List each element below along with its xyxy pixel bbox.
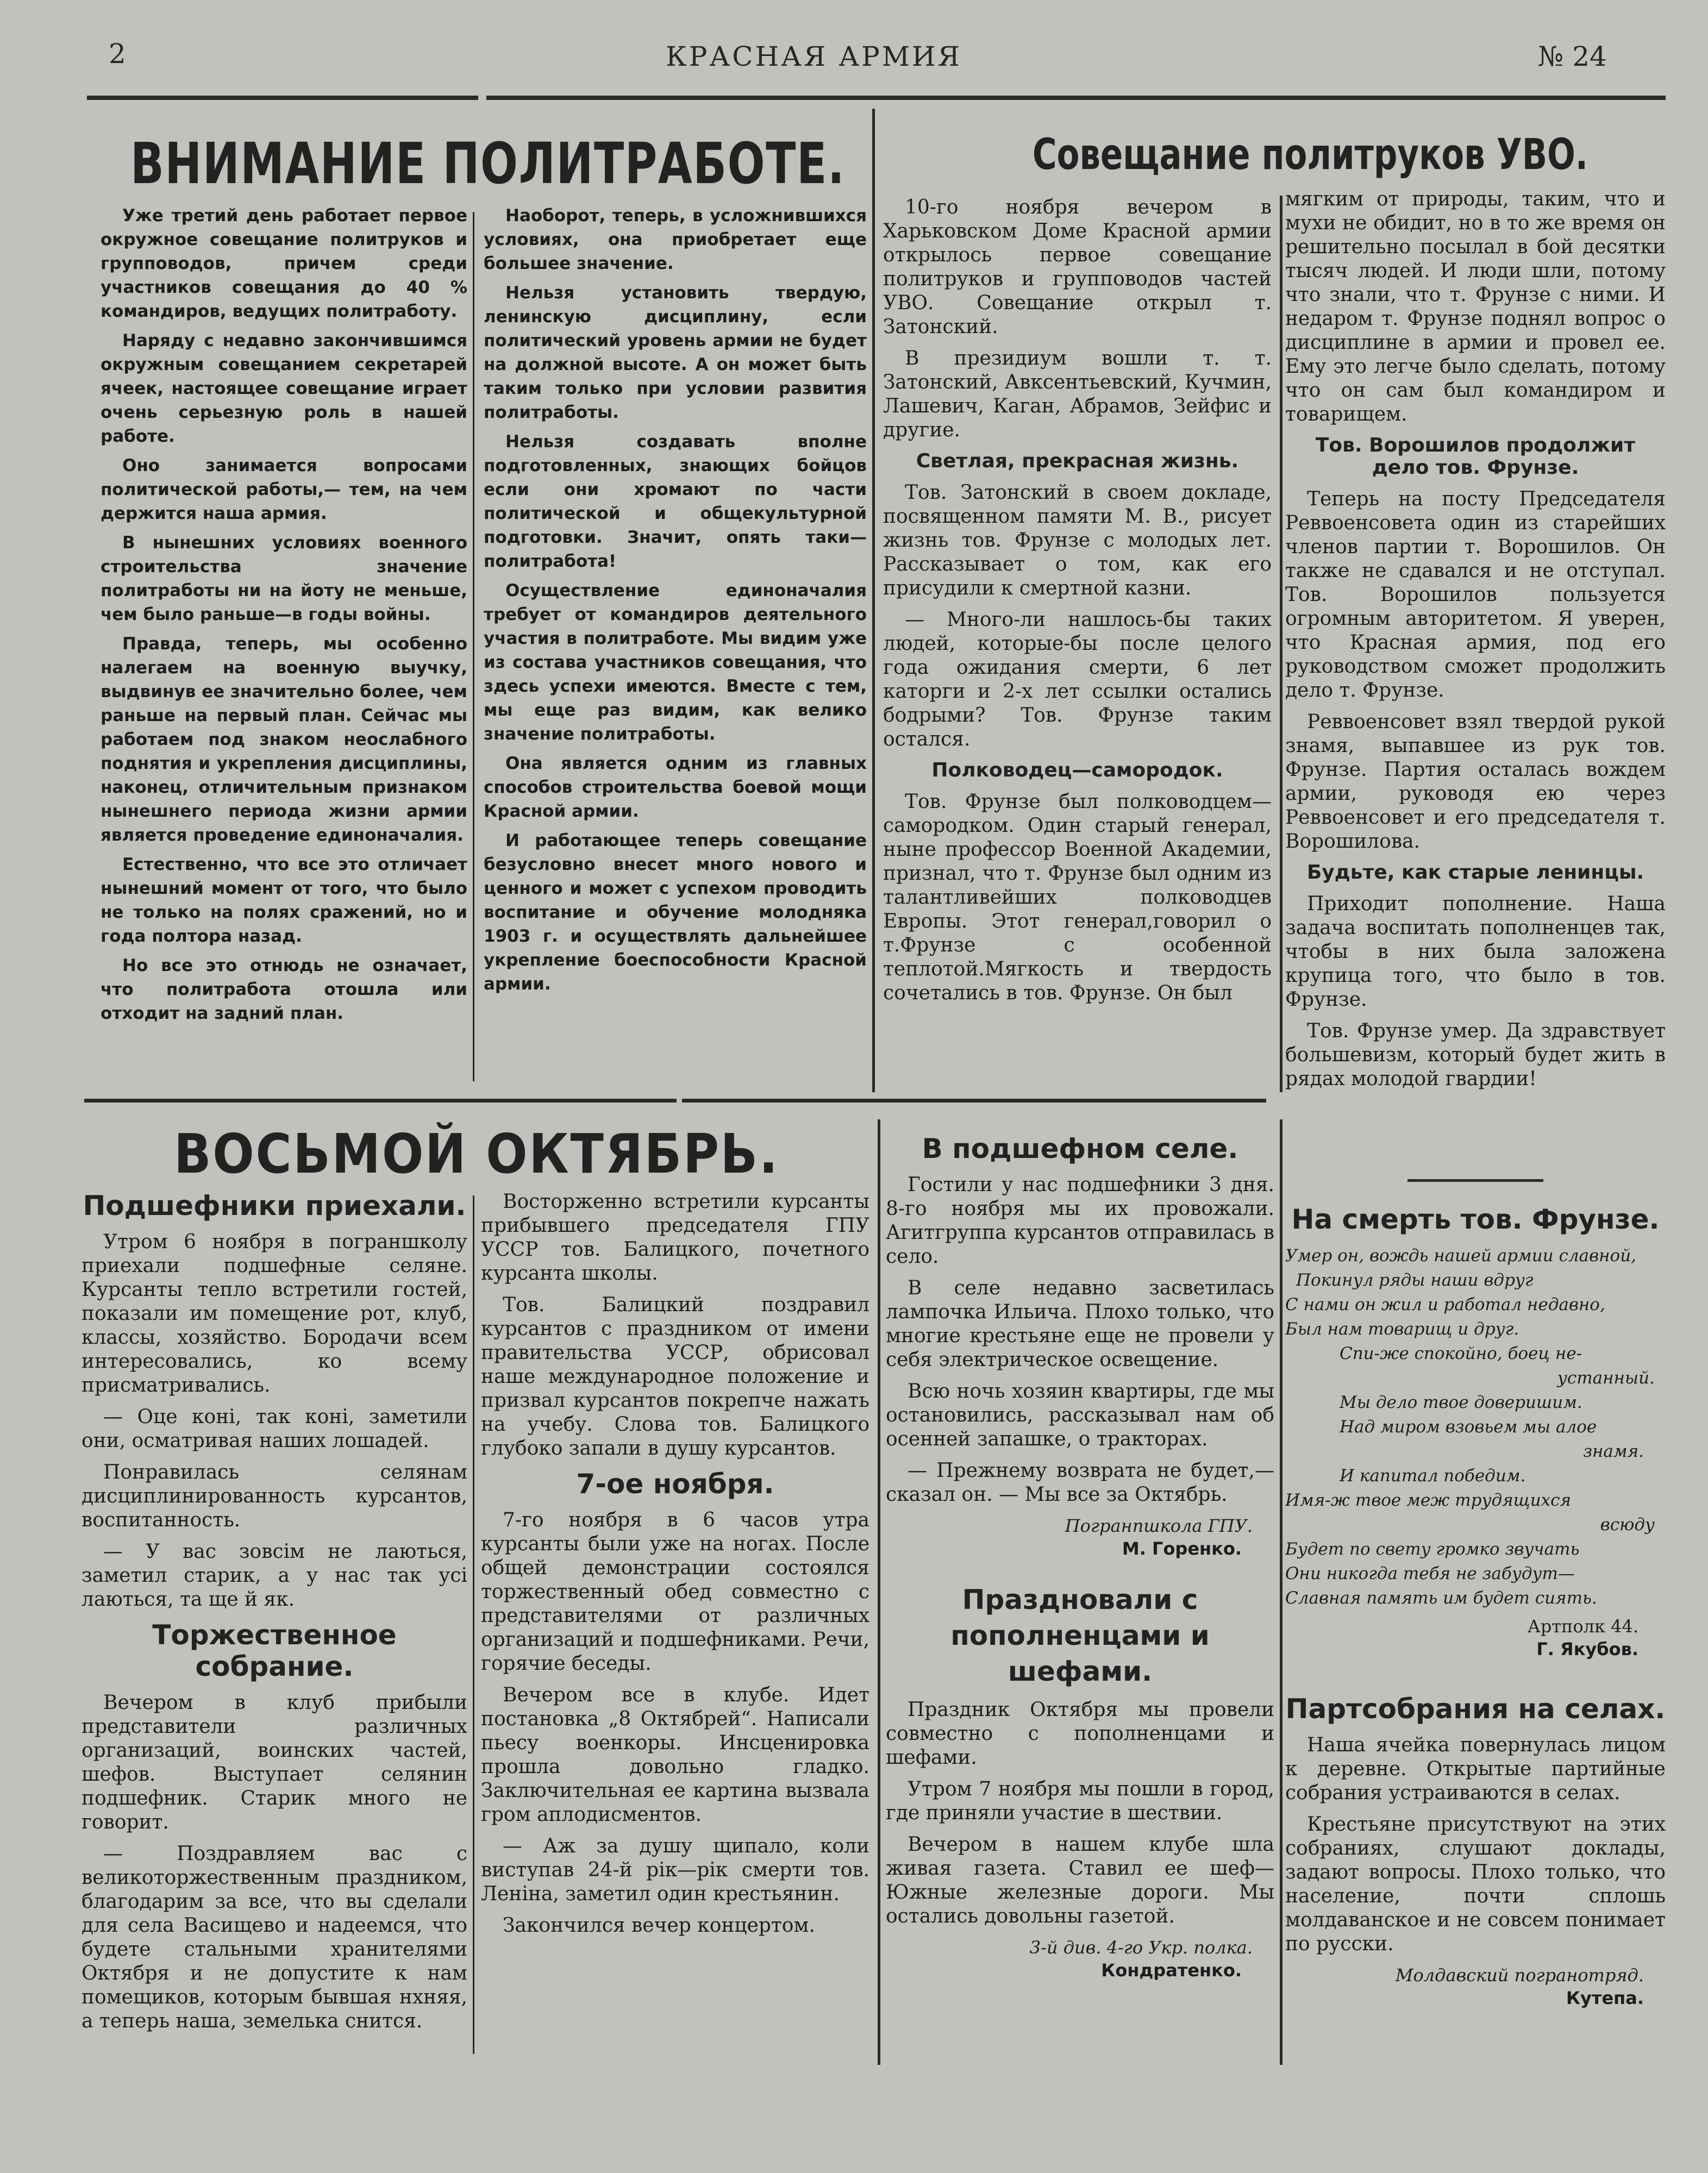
paragraph: Вечером все в клубе. Идет постановка „8 Октябрей“. Написали пьесу военкоры. Инсценировка прошла довольно гладко. Заключительная ее картина вызвала гром аплодисментов. (481, 1684, 869, 1826)
paragraph: Восторженно встретили курсанты прибывшего председателя ГПУ УССР тов. Балицкого, почетного курсанта школы. (481, 1191, 869, 1285)
page-number: 2 (109, 38, 128, 70)
paragraph: 10-го ноября вечером в Харьковском Доме Красной армии открылось первое совещание политруков и групповодов частей УВО. Совещание открыл т. Затонский. (883, 196, 1272, 338)
signature-organization: Погранпшкола ГПУ. (1065, 1516, 1253, 1536)
poem-line: Славная память им будет сиять. (1285, 1588, 1597, 1608)
paragraph: Правда, теперь, мы особенно налегаем на военную выучку, выдвинув ее значительно более, чем раньше на первый план. Сейчас мы работаем под знаком неослабного поднятия и укрепления дисциплины, наконец, отличительным признаком нынешнего периода жизни армии является проведение единоначалия. (101, 634, 467, 845)
issue-number: № 24 (1538, 41, 1607, 72)
village-column (886, 1133, 1274, 2070)
headline-politwork: ВНИМАНИЕ ПОЛИТРАБОТЕ. (130, 130, 846, 197)
ornament-divider (1407, 1179, 1543, 1182)
paragraph: Нельзя создавать вполне подготовленных, знающих бойцов если они хромают по части политической и общекультурной подготовки. Значит, опять таки—политработа! (484, 432, 867, 571)
paragraph: В селе недавно засветилась лампочка Ильича. Плохо только, что многие крестьяне еще не провели у себя электрическое освещение. (886, 1277, 1274, 1371)
paragraph: Всю ночь хозяин квартиры, где мы остановились, рассказывал нам об осенней запашке, о тракторах. (886, 1380, 1274, 1450)
october-column-2 (481, 1190, 869, 2070)
subheading: Торжественное собрание. (152, 1619, 397, 1682)
column-divider (878, 1119, 880, 2065)
poem-line: Мы дело твое доверишим. (1340, 1393, 1582, 1412)
column-divider (473, 212, 474, 1081)
column-divider (1280, 1119, 1282, 2065)
subheading: Полководец—самородок. (931, 759, 1223, 781)
poem-lines (1285, 1244, 1666, 1611)
section-rule-left (84, 1099, 677, 1103)
paragraph: Уже третий день работает первое окружное совещание политруков и групповодов, причем среди участников совещания до 40 % командиров, ведущих политработу. (101, 206, 467, 321)
paragraph: — Оце коні, так коні, заметили они, осматривая наших лошадей. (82, 1406, 467, 1452)
paragraph: — Много-ли нашлось-бы таких людей, которые-бы после целого года ожидания смерти, 6 лет каторги и 2-х лет ссылки остались бодрыми? Тов. Фрунзе таким остался. (883, 609, 1272, 750)
paragraph: Она является одним из главных способов строительства боевой мощи Красной армии. (484, 754, 867, 821)
paragraph: 7-го ноября в 6 часов утра курсанты были уже на ногах. После общей демонстрации состоялся торжественный обед совместно с представителями от различных организаций и подшефниками. Речи, горячие беседы. (481, 1509, 869, 1675)
header-rule-left (87, 96, 478, 100)
paragraph: Приходит пополнение. Наша задача воспитать пополненцев так, чтобы в них была заложена крупица того, что было в тов. Фрунзе. (1285, 893, 1666, 1011)
paragraph: В президиум вошли т. т. Затонский, Авксентьевский, Кучмин, Лашевич, Каган, Абрамов, Зейфис и другие. (883, 347, 1272, 441)
party-article (1285, 1693, 1666, 2009)
paragraph: Наоборот, теперь, в усложнившихся условиях, она приобретает еще большее значение. (484, 206, 867, 273)
paragraph: — Прежнему возврата не будет,—сказал он. — Мы все за Октябрь. (886, 1460, 1274, 1506)
october-column-1 (82, 1190, 467, 2070)
paragraph: Наша ячейка повернулась лицом к деревне. Открытые партийные собрания устраиваются в селах. (1285, 1734, 1666, 1804)
signature-organization: Артполк 44. (1527, 1616, 1638, 1637)
paragraph: Крестьяне присутствуют на этих собраниях, слушают доклады, задают вопросы. Плохо только, что население, почти сплошь молдаванское и не совсем понимает по русски. (1285, 1813, 1666, 1955)
paragraph: Гостили у нас подшефники 3 дня. 8-го ноября мы их провожали. Агитгруппа курсантов отправилась в село. (886, 1174, 1274, 1268)
poem-line: Имя-ж твое меж трудящихся (1285, 1491, 1572, 1510)
uvo-column-1 (883, 196, 1272, 1089)
paragraph: Но все это отнюдь не означает, что политработа отошла или отходит на задний план. (101, 956, 467, 1023)
poem-line: всюду (1600, 1515, 1655, 1535)
poem-line: И капитал победим. (1340, 1466, 1526, 1486)
column-divider (473, 1195, 474, 2054)
signature-name: Г. Якубов. (1536, 1639, 1638, 1660)
paragraph: Теперь на посту Председателя Реввоенсовета один из старейших членов партии т. Ворошилов. Он также не сдавался и не отступал. Тов. Ворошилов пользуется огромным авторитетом. Я уверен, что Красная армия, под его руководством сможет продолжить дело т. Фрунзе. (1285, 488, 1666, 702)
subheading: Будьте, как старые ленинцы. (1306, 861, 1644, 884)
poem-line: Был нам товарищ и друг. (1285, 1319, 1519, 1339)
signature-organization: 3-й див. 4-го Укр. полка. (1029, 1937, 1253, 1958)
paragraph: — У вас зовсім не лаються, заметил старик, а у нас так усі лаються, та ще й як. (82, 1540, 467, 1611)
politwork-column-2 (484, 204, 867, 1089)
subheading: 7-ое ноября. (576, 1468, 774, 1500)
poem-line: Над миром взовьем мы алое (1340, 1417, 1597, 1437)
paragraph: Естественно, что все это отличает нынешний момент от того, что было не только на полях сражений, но и года полтора назад. (101, 855, 467, 946)
politwork-column-1 (101, 204, 467, 1089)
subheading: Партсобрания на селах. (1285, 1693, 1666, 1725)
poem-line: Спи-же спокойно, боец не- (1340, 1344, 1582, 1363)
paragraph: — Аж за душу щипало, коли виступав 24-й рік—рік смерти тов. Леніна, заметил один крестьянин. (481, 1835, 869, 1905)
paragraph: Оно занимается вопросами политической работы,— тем, на чем держится наша армия. (101, 456, 467, 523)
signature-name: Кондратенко. (1101, 1960, 1242, 1981)
poem-line: Будет по свету громко звучать (1285, 1539, 1580, 1559)
poem-line: С нами он жил и работал недавно, (1285, 1295, 1605, 1314)
headline-october: ВОСЬМОЙ ОКТЯБРЬ. (174, 1122, 779, 1186)
paragraph: Нельзя установить твердую, ленинскую дисциплину, если политический уровень армии не будет на должной высоте. А он может быть таким только при условии развития политработы. (484, 283, 867, 422)
subheading: На смерть тов. Фрунзе. (1291, 1204, 1660, 1235)
paragraph: Понравилась селянам дисциплинированность курсантов, воспитанность. (82, 1461, 467, 1531)
section-rule-right (682, 1099, 1266, 1103)
paragraph: Вечером в нашем клубе шла живая газета. Ставил ее шеф—Южные железные дороги. Мы остались довольны газетой. (886, 1833, 1274, 1927)
poem-line: Покинул ряды наши вдруг (1296, 1270, 1534, 1290)
paragraph: В нынешних условиях военного строительства значение политработы ни на йоту не меньше, чем было раньше—в годы войны. (101, 533, 467, 624)
paragraph: Вечером в клуб прибыли представители различных организаций, воинских частей, шефов. Выступает селянин подшефник. Старик много не говорит. (82, 1692, 467, 1833)
subheading: В подшефном селе. (922, 1133, 1238, 1164)
paragraph: Праздник Октября мы провели совместно с пополненцами и шефами. (886, 1699, 1274, 1769)
paragraph: — Поздравляем вас с великоторжественным праздником, благодарим за все, что вы сделали для села Васищево и надеемся, что будете стальными хранителями Октября и не допустите к нам помещиков, которым бывшая нхняя, а теперь наша, земелька снится. (82, 1843, 467, 2032)
subheading: Подшефники приехали. (83, 1190, 466, 1222)
paragraph: И работающее теперь совещание безусловно внесет много нового и ценного и может с успехом проводить воспитание и обучение молодняка 1903 г. и осуществлять дальнейшее укрепление боеспособности Красной армии. (484, 831, 867, 994)
paragraph: Осуществление единоначалия требует от командиров деятельного участия в политработе. Мы видим уже из состава участников совещания, что здесь успехи имеются. Вместе с тем, мы еще раз видим, как велико значение политработы. (484, 581, 867, 744)
signature-name: М. Горенко. (1122, 1538, 1242, 1559)
paragraph: мягким от природы, таким, что и мухи не обидит, но в то же время он решительно посылал в бой десятки тысяч людей. И люди шли, потому что знали, что т. Фрунзе с ними. И недаром т. Фрунзе поднял вопрос о дисциплине в армии и провел ее. Ему это легче было сделать, потому что он сам был командиром и товарищем. (1285, 188, 1666, 425)
paragraph: Утром 7 ноября мы пошли в город, где приняли участие в шествии. (886, 1778, 1274, 1824)
paragraph: Тов. Балицкий поздравил курсантов с праздником от имени правительства УССР, обрисовал наше международное положение и призвал курсантов покрепче нажать на учебу. Слова тов. Балицкого глубоко запали в душу курсантов. (481, 1294, 869, 1460)
header-rule-right (486, 96, 1666, 100)
paragraph: Тов. Затонский в своем докладе, посвященном памяти М. В., рисует жизнь тов. Фрунзе с молодых лет. Рассказывает о том, как его присудили к смертной казни. (883, 481, 1272, 599)
paragraph: Наряду с недавно закончившимся окружным совещанием секретарей ячеек, настоящее совещание играет очень серьезную роль в нашей работе. (101, 331, 467, 446)
column-divider (872, 109, 875, 1092)
paragraph: Закончился вечер концертом. (503, 1914, 815, 1937)
poem-line: Умер он, вождь нашей армии славной, (1285, 1246, 1637, 1266)
headline-uvo: Совещание политруков УВО. (1033, 130, 1588, 179)
column-divider (1280, 196, 1282, 1092)
poem-line: устанный. (1557, 1368, 1655, 1388)
poem-column (1285, 1168, 1666, 2070)
paper-title: КРАСНАЯ АРМИЯ (666, 41, 962, 72)
subheading: Тов. Ворошилов продолжит дело тов. Фрунзе. (1315, 434, 1636, 479)
poem-line: Они никогда тебя не забудут— (1285, 1564, 1575, 1583)
paragraph: Тов. Фрунзе был полководцем—самородком. Один старый генерал, ныне профессор Военной Академии, признал, что т. Фрунзе был одним из талантливейших полководцев Европы. Этот генерал,говорил о т.Фрунзе с особенной теплотой.Мягкость и твердость сочетались в тов. Фрунзе. Он был (883, 791, 1272, 1004)
poem-line: знамя. (1583, 1442, 1644, 1461)
signature-organization: Молдавский погранотряд. (1395, 1965, 1644, 1986)
paragraph: Утром 6 ноября в пограншколу приехали подшефные селяне. Курсанты тепло встретили гостей, показали им помещение рот, клуб, классы, хозяйство. Бородачи всем интересовались, ко всему присматривались. (82, 1231, 467, 1397)
subheading: Праздновали с пополненцами и шефами. (950, 1584, 1210, 1687)
signature-name: Кутепа. (1566, 1988, 1644, 2008)
subheading: Светлая, прекрасная жизнь. (916, 450, 1239, 472)
uvo-column-2 (1285, 187, 1666, 1089)
paragraph: Реввоенсовет взял твердой рукой знамя, выпавшее из рук тов. Фрунзе. Партия осталась вождем армии, руководя ею через Реввоенсовет и его председателя т. Ворошилова. (1285, 711, 1666, 853)
paragraph: Тов. Фрунзе умер. Да здравствует большевизм, который будет жить в рядах молодой гвардии! (1285, 1020, 1666, 1089)
